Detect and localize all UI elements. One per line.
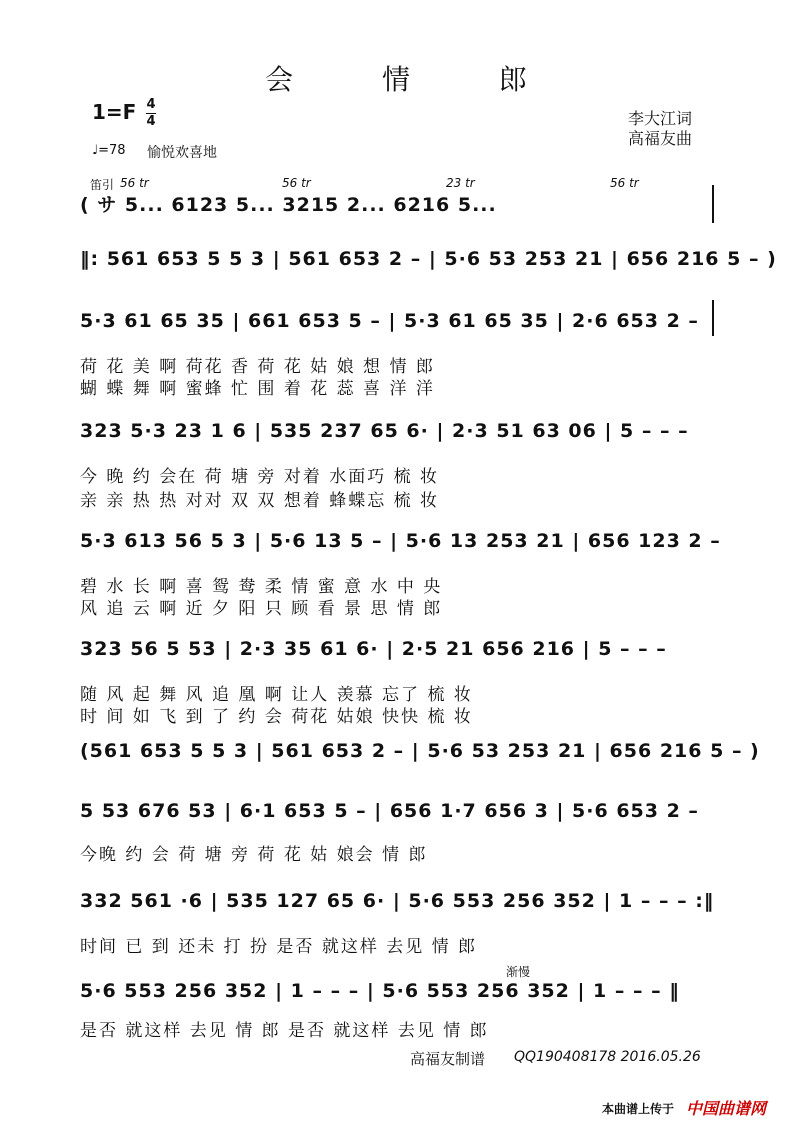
lyrics-line-1: 时间 已 到 还未 打 扮 是否 就这样 去见 情 郎: [80, 937, 478, 957]
grace-note: 56 tr: [120, 176, 149, 190]
page-title: 会 情 郎: [265, 63, 567, 96]
composer-credit: 高福友曲: [628, 129, 693, 148]
intro-label: 笛引: [90, 178, 115, 192]
lyrics-line-1: 是否 就这样 去见 情 郎 是否 就这样 去见 情 郎: [80, 1021, 489, 1041]
ritardando-marking: 渐慢: [506, 965, 531, 979]
score-row-interlude: (561 653 5 5 3 | 561 653 2 – | 5·6 53 253 21 | 656 216 5 – ): [80, 740, 760, 762]
upload-note: 本曲谱上传于: [602, 1102, 675, 1116]
mood-marking: 愉悦欢喜地: [147, 145, 217, 161]
arranger-credit: 高福友制谱: [410, 1050, 486, 1068]
grace-note: 56 tr: [610, 176, 639, 190]
time-signature-bottom: 4: [146, 114, 156, 129]
lyrics-line-1: 荷 花 美 啊 荷花 香 荷 花 姑 娘 想 情 郎: [80, 357, 435, 377]
score-row-verse-1: 5·3 61 65 35 | 661 653 5 – | 5·3 61 65 35 | 2·6 653 2 –: [80, 310, 699, 332]
time-signature: [146, 98, 156, 129]
lyricist-credit: 李大江词: [628, 109, 693, 128]
time-signature-top: 4: [146, 97, 156, 112]
arranger-info: QQ190408178 2016.05.26: [514, 1049, 701, 1065]
site-logo[interactable]: 中国曲谱网: [686, 1099, 767, 1118]
tempo-marking: ♩=78: [92, 143, 126, 158]
lyrics-line-2: 风 追 云 啊 近 夕 阳 只 顾 看 景 思 情 郎: [80, 599, 443, 619]
score-row-chorus-2: 332 561 ·6 | 535 127 65 6· | 5·6 553 256 352 | 1 – – – :‖: [80, 890, 715, 912]
score-row-coda: 5·6 553 256 352 | 1 – – – | 5·6 553 256 352 | 1 – – – ‖: [80, 980, 680, 1002]
score-row-verse-3: 5·3 613 56 5 3 | 5·6 13 5 – | 5·6 13 253 21 | 656 123 2 –: [80, 530, 721, 552]
score-row-verse-2: 323 5·3 23 1 6 | 535 237 65 6· | 2·3 51 63 06 | 5 – – –: [80, 420, 689, 442]
lyrics-line-1: 今晚 约 会 荷 塘 旁 荷 花 姑 娘会 情 郎: [80, 845, 428, 865]
grace-note: 56 tr: [282, 176, 311, 190]
grace-note: 23 tr: [446, 176, 475, 190]
lyrics-line-1: 今 晚 约 会在 荷 塘 旁 对着 水面巧 梳 妆: [80, 467, 440, 487]
score-row-prelude: ‖: 561 653 5 5 3 | 561 653 2 – | 5·6 53 253 21 | 656 216 5 – ): [80, 248, 777, 270]
lyrics-line-2: 亲 亲 热 热 对对 双 双 想着 蜂蝶忘 梳 妆: [80, 491, 440, 511]
lyrics-line-1: 碧 水 长 啊 喜 鸳 鸯 柔 情 蜜 意 水 中 央: [80, 577, 443, 597]
lyrics-line-2: 蝴 蝶 舞 啊 蜜蜂 忙 围 着 花 蕊 喜 洋 洋: [80, 379, 435, 399]
lyrics-line-1: 随 风 起 舞 风 追 凰 啊 让人 羡慕 忘了 梳 妆: [80, 685, 473, 705]
lyrics-line-2: 时 间 如 飞 到 了 约 会 荷花 姑娘 快快 梳 妆: [80, 707, 473, 727]
score-row-verse-4: 323 56 5 53 | 2·3 35 61 6· | 2·5 21 656 216 | 5 – – –: [80, 638, 667, 660]
score-row-chorus-1: 5 53 676 53 | 6·1 653 5 – | 656 1·7 656 3 | 5·6 653 2 –: [80, 800, 699, 822]
score-row-intro: ( サ 5... 6123 5... 3215 2... 6216 5...: [80, 194, 497, 216]
key-signature: 1=F: [92, 100, 137, 124]
